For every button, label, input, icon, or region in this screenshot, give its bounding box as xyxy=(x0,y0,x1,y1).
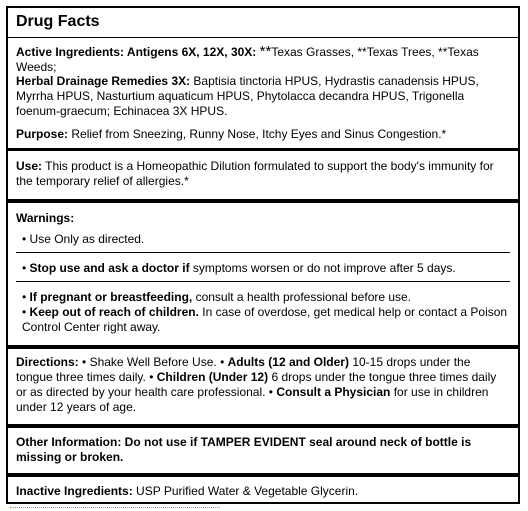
stop-use-text: symptoms worsen or do not improve after 5 days. xyxy=(192,261,456,275)
inactive-ingredients-label: Inactive Ingredients: xyxy=(16,484,133,498)
active-ingredients xyxy=(16,44,510,74)
directions-label: Directions: xyxy=(16,355,79,369)
warning-item-use: • Use Only as directed. xyxy=(22,232,145,246)
warning-item-pregnant: • If pregnant or breastfeeding, consult a health professional before use. xyxy=(22,290,412,304)
warnings-label: Warnings: xyxy=(16,211,75,225)
herbal-remedies-text: Baptisia tinctoria HPUS, Hydrastis canadensis HPUS, Myrrha HPUS, Nasturtium aquaticum HPUS, Phytolacca decandra HPUS, Trigonella foenum-graecum; Echinacea 3X HPUS. xyxy=(16,74,479,118)
drug-facts-title: Drug Facts xyxy=(8,8,518,38)
consult-label: Consult a Physician xyxy=(276,385,391,399)
warning-item-keep-out: • Keep out of reach of children. In case of overdose, get medical help or contact a Poison Control Center right away. xyxy=(22,305,508,334)
other-information-text: Other Information: Do not use if TAMPER EVIDENT seal around neck of bottle is missing or broken. xyxy=(16,435,472,464)
active-ingredients-stars: ** xyxy=(259,43,272,60)
active-ingredients-label: Active Ingredients: Antigens 6X, 12X, 30X: xyxy=(16,45,257,59)
pregnant-label: If pregnant or breastfeeding, xyxy=(29,290,193,304)
stop-use-label: Stop use and ask a doctor if xyxy=(29,261,190,275)
keep-out-label: Keep out of reach of children. xyxy=(29,305,199,319)
consult-text: for use in children under 12 years of age. xyxy=(16,385,489,414)
warnings-divider-1 xyxy=(16,252,510,253)
pregnant-text: consult a health professional before use. xyxy=(195,290,412,304)
adults-label: Adults (12 and Older) xyxy=(227,355,349,369)
children-label: Children (Under 12) xyxy=(156,370,269,384)
purpose xyxy=(16,127,510,142)
warnings-section xyxy=(8,203,518,349)
bottom-dotted-divider xyxy=(10,507,220,508)
drug-facts-panel xyxy=(6,6,520,504)
purpose-text: Relief from Sneezing, Runny Nose, Itchy Eyes and Sinus Congestion.* xyxy=(71,127,447,141)
children-text: 6 drops under the tongue three times daily or as directed by your health care professional. xyxy=(16,370,497,399)
warning-item-stop: • Stop use and ask a doctor if symptoms worsen or do not improve after 5 days. xyxy=(22,261,456,275)
use-section xyxy=(8,149,518,203)
directions-shake: Shake Well Before Use. xyxy=(89,355,217,369)
purpose-label: Purpose: xyxy=(16,127,69,141)
warning-item-use-text: Use Only as directed. xyxy=(29,232,145,246)
use-text: This product is a Homeopathic Dilution formulated to support the body's immunity for the temporary relief of allergies.* xyxy=(16,159,494,188)
other-information-section xyxy=(8,428,518,477)
herbal-remedies xyxy=(16,74,510,119)
herbal-remedies-label: Herbal Drainage Remedies 3X: xyxy=(16,74,191,88)
inactive-ingredients-section xyxy=(8,477,518,502)
active-ingredients-text: Texas Grasses, **Texas Trees, **Texas Weeds; xyxy=(16,45,479,74)
inactive-ingredients-text: USP Purified Water & Vegetable Glycerin. xyxy=(136,484,359,498)
warnings-divider-2 xyxy=(16,281,510,282)
ingredients-section xyxy=(8,38,518,149)
keep-out-text: In case of overdose, get medical help or contact a Poison Control Center right away. xyxy=(22,305,508,334)
directions-section: Directions: • Shake Well Before Use. • Adults (12 and Older) 10-15 drops under the tongue three times daily. • Children (Under 12) 6 drops under the tongue three times daily or as directed by your health care professional. • Consult a Physician for use in children under 12 years of age. xyxy=(8,349,518,428)
use-label: Use: xyxy=(16,159,43,173)
adults-text: 10-15 drops under the tongue three times daily. xyxy=(16,355,471,384)
